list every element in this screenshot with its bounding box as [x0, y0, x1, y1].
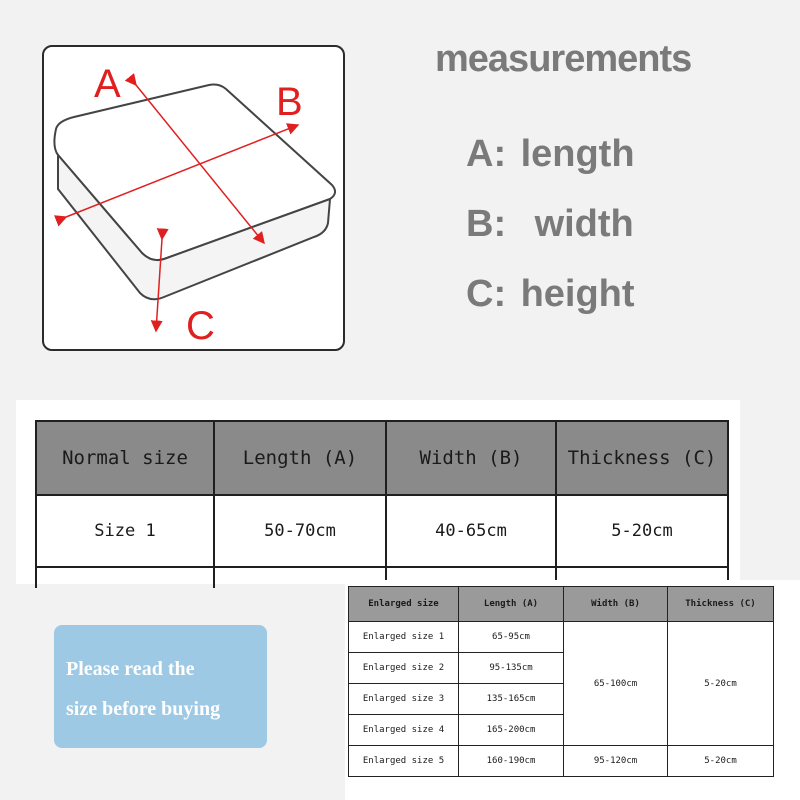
header-normal-size: Normal size [36, 421, 214, 495]
legend-value-width: width [534, 203, 634, 245]
cell-length: 50-70cm [214, 495, 386, 567]
cell-length: 160-190cm [459, 746, 564, 777]
header-enlarged-size: Enlarged size [349, 587, 459, 622]
cell-length: 65-95cm [459, 622, 564, 653]
cell-length: 165-200cm [459, 715, 564, 746]
table-row [349, 622, 774, 653]
cell-thickness: 5-20cm [668, 746, 774, 777]
label-a: A [94, 62, 121, 106]
cell-size-name: Enlarged size 1 [349, 622, 459, 653]
cell-width: 95-120cm [564, 746, 668, 777]
header-length: Length (A) [459, 587, 564, 622]
notice-line-1: Please read the [66, 658, 195, 680]
cell-size-name: Size 1 [36, 495, 214, 567]
legend-key-b: B: [466, 203, 507, 245]
cell-width-merged: 65-100cm [564, 622, 668, 746]
cell-thickness-merged: 5-20cm [668, 622, 774, 746]
cell-thickness: 5-20cm [556, 495, 728, 567]
cell-size-name: Enlarged size 3 [349, 684, 459, 715]
enlarged-size-panel [345, 580, 800, 800]
header-length: Length (A) [214, 421, 386, 495]
enlarged-size-table [348, 586, 774, 777]
header-width: Width (B) [386, 421, 556, 495]
cushion-illustration [44, 47, 344, 349]
cell-size-name: Enlarged size 4 [349, 715, 459, 746]
table-header-row [349, 587, 774, 622]
cell-length: 135-165cm [459, 684, 564, 715]
table-header-row [36, 421, 728, 495]
legend-row-width [466, 203, 634, 246]
legend-row-length [466, 133, 635, 176]
legend-key-a: A: [466, 133, 507, 175]
table-row [349, 746, 774, 777]
legend-value-height: height [520, 273, 635, 315]
label-c: C [186, 304, 215, 348]
cell-length: 95-135cm [459, 653, 564, 684]
notice-line-2: size before buying [66, 698, 221, 720]
normal-size-table [35, 420, 729, 588]
header-width: Width (B) [564, 587, 668, 622]
cushion-diagram [42, 45, 345, 351]
legend-key-c: C: [466, 273, 507, 315]
cell-size-name: Enlarged size 5 [349, 746, 459, 777]
read-size-notice [54, 625, 267, 748]
cell-size-name: Enlarged size 2 [349, 653, 459, 684]
normal-size-panel [16, 400, 740, 584]
header-thickness: Thickness (C) [668, 587, 774, 622]
header-thickness: Thickness (C) [556, 421, 728, 495]
label-b: B [276, 80, 303, 124]
table-row [36, 495, 728, 567]
measurements-title: measurements [435, 38, 692, 80]
cell-width: 40-65cm [386, 495, 556, 567]
legend-row-height [466, 273, 635, 316]
legend-value-length: length [520, 133, 635, 175]
